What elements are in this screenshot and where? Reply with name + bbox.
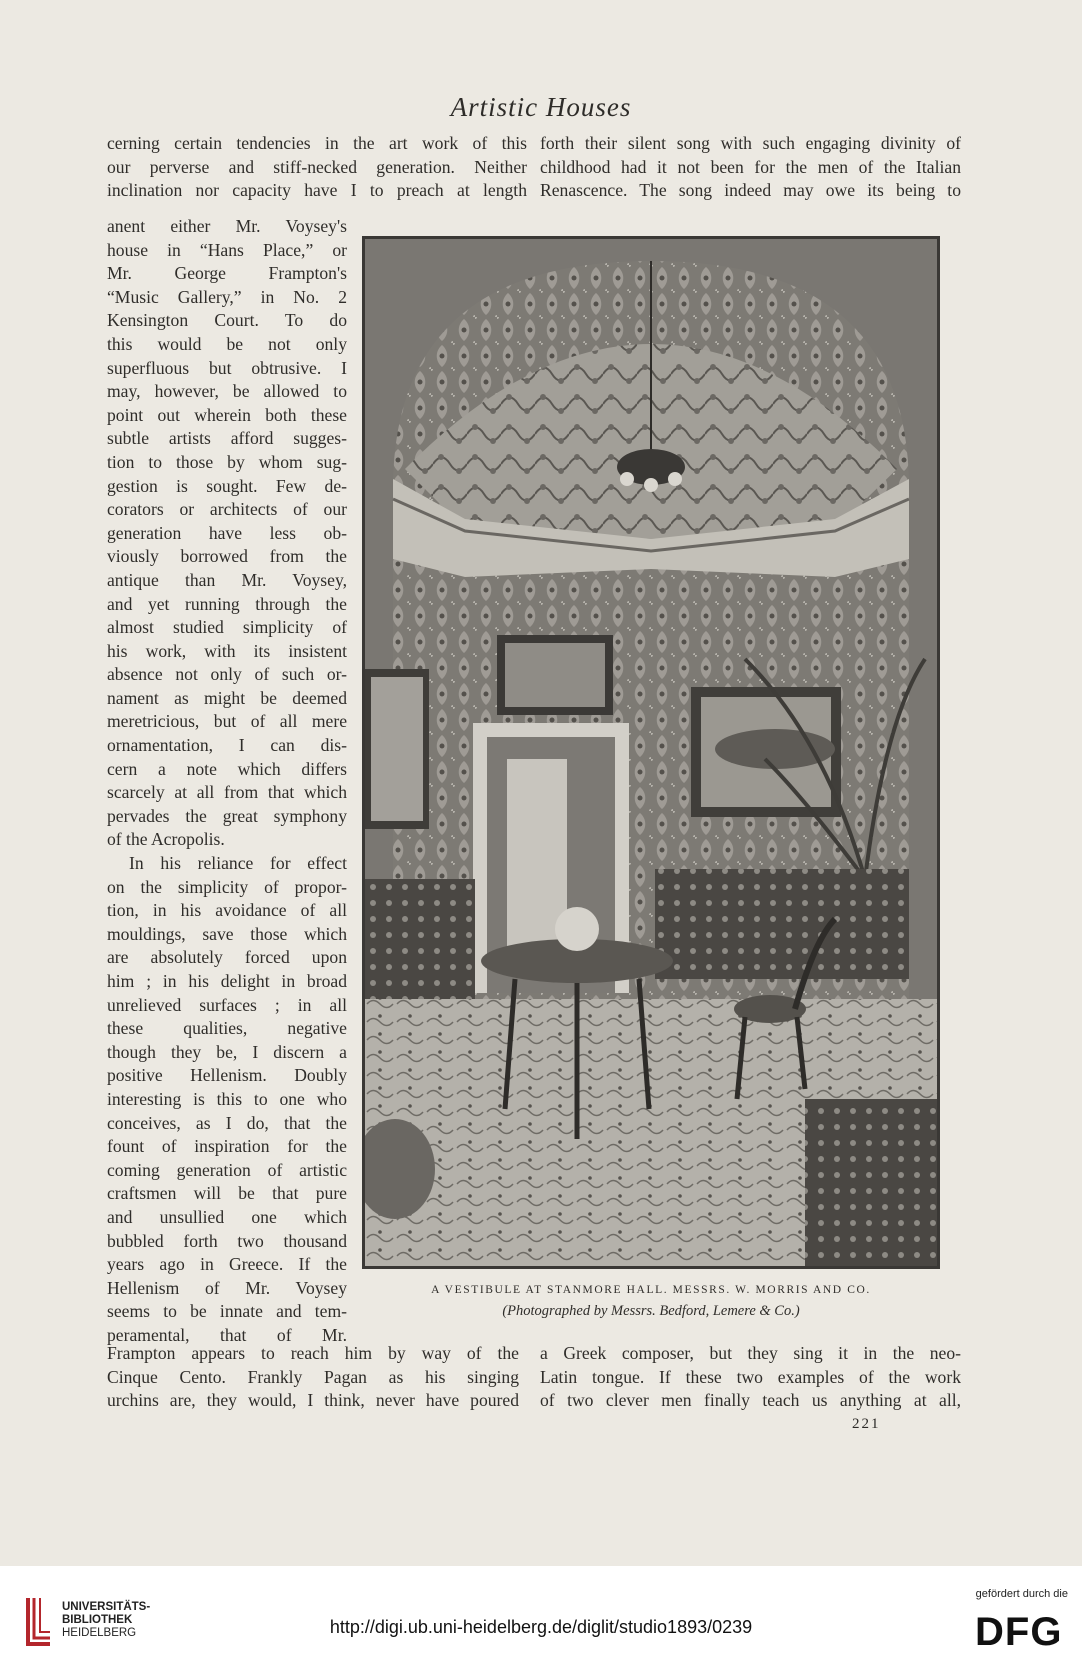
text-line: house in “Hans Place,” or xyxy=(107,239,347,260)
text-line: cerning certain tendencies in the art work of this xyxy=(107,133,527,153)
library-name-line: UNIVERSITÄTS- xyxy=(62,1601,151,1613)
text-line: his work, with its insistent xyxy=(107,640,347,661)
text-line: anent either Mr. Voysey's xyxy=(107,216,347,236)
text-line: Renascence. The song indeed may owe its being to xyxy=(540,180,961,201)
text-line: viously borrowed from the xyxy=(107,546,347,567)
text-line: corators or architects of our xyxy=(107,499,347,520)
text-line: scarcely at all from that which xyxy=(107,782,347,803)
text-line: pervades the great symphony xyxy=(107,805,347,826)
vestibule-illustration xyxy=(365,239,937,1266)
footer-bar xyxy=(0,1566,1082,1659)
text-line: In his reliance for effect xyxy=(129,853,347,874)
text-line: bubbled forth two thousand xyxy=(107,1230,347,1251)
text-column-narrow xyxy=(107,215,347,1348)
text-line: urchins are, they would, I think, never have poured xyxy=(107,1390,519,1411)
text-line: conceives, as I do, that the xyxy=(107,1112,347,1133)
running-head: Artistic Houses xyxy=(450,92,632,122)
text-line: though they be, I discern a xyxy=(107,1041,347,1062)
text-line: interesting is this to one who xyxy=(107,1088,347,1109)
text-line: tion to those by whom sug- xyxy=(107,451,347,472)
text-line: are absolutely forced upon xyxy=(107,947,347,968)
text-line: of two clever men finally teach us anything at all, xyxy=(540,1390,961,1411)
text-line: “Music Gallery,” in No. 2 xyxy=(107,286,347,307)
text-line: fount of inspiration for the xyxy=(107,1136,347,1157)
text-line: nament as might be deemed xyxy=(107,687,347,708)
text-line: Frampton appears to reach him by way of the xyxy=(107,1343,519,1363)
text-line: this would be not only xyxy=(107,333,347,354)
text-line: Kensington Court. To do xyxy=(107,310,347,331)
text-line: may, however, be allowed to xyxy=(107,381,347,402)
funded-by-label: gefördert durch die xyxy=(975,1588,1068,1600)
text-line: almost studied simplicity of xyxy=(107,617,347,638)
text-line: and unsullied one which xyxy=(107,1206,347,1227)
text-line: gestion is sought. Few de- xyxy=(107,475,347,496)
text-line: ornamentation, I can dis- xyxy=(107,735,347,756)
photo-credit: (Photographed by Messrs. Bedford, Lemere & Co.) xyxy=(502,1303,800,1319)
text-line: craftsmen will be that pure xyxy=(107,1183,347,1204)
text-line: Latin tongue. If these two examples of the work xyxy=(540,1366,961,1387)
text-column-bottom-left xyxy=(107,1342,519,1413)
text-line: generation have less ob- xyxy=(107,522,347,543)
text-line: inclination nor capacity have I to preach at length xyxy=(107,180,527,201)
text-line: absence not only of such or- xyxy=(107,664,347,685)
dfg-logo: DFG xyxy=(975,1610,1063,1654)
text-line: Mr. George Frampton's xyxy=(107,263,347,284)
text-line: on the simplicity of propor- xyxy=(107,876,347,897)
source-url-link[interactable]: http://digi.ub.uni-heidelberg.de/diglit/studio1893/0239 xyxy=(329,1617,753,1637)
library-name-line: BIBLIOTHEK xyxy=(62,1614,133,1626)
text-line: superfluous but obtrusive. I xyxy=(107,357,347,378)
text-line: mouldings, save those which xyxy=(107,923,347,944)
text-line: subtle artists afford sugges- xyxy=(107,428,347,449)
text-line: peramental, that of Mr. xyxy=(107,1324,347,1345)
text-line: him ; in his delight in broad xyxy=(107,971,347,991)
text-line: point out wherein both these xyxy=(107,404,347,425)
text-line: these qualities, negative xyxy=(107,1018,347,1039)
text-line: coming generation of artistic xyxy=(107,1159,347,1180)
library-name-line: HEIDELBERG xyxy=(62,1627,137,1639)
page-number: 221 xyxy=(852,1416,881,1432)
text-line: seems to be innate and tem- xyxy=(107,1301,347,1322)
text-column-right-top xyxy=(540,132,961,203)
text-column-bottom-right xyxy=(540,1342,961,1413)
text-line: Cinque Cento. Frankly Pagan as his singing xyxy=(107,1366,519,1387)
text-line: of the Acropolis. xyxy=(107,829,225,850)
text-line: childhood had it not been for the men of the Italian xyxy=(540,156,961,177)
text-line: years ago in Greece. If the xyxy=(107,1254,347,1275)
text-line: a Greek composer, but they sing it in the neo- xyxy=(540,1343,961,1363)
text-line: tion, in his avoidance of all xyxy=(107,900,347,921)
text-line: positive Hellenism. Doubly xyxy=(107,1065,347,1086)
text-line: and yet running through the xyxy=(107,593,347,614)
text-line: meretricious, but of all mere xyxy=(107,711,347,732)
text-column-left-top xyxy=(107,132,527,203)
text-line: our perverse and stiff-necked generation. Neither xyxy=(107,156,527,177)
text-line: forth their silent song with such engaging divinity of xyxy=(540,133,961,153)
photo-caption: A VESTIBULE AT STANMORE HALL. MESSRS. W. MORRIS AND CO. xyxy=(431,1284,871,1296)
text-line: unrelieved surfaces ; in all xyxy=(107,994,347,1015)
vestibule-photograph xyxy=(362,236,940,1269)
text-line: Hellenism of Mr. Voysey xyxy=(107,1277,347,1298)
text-line: cern a note which differs xyxy=(107,758,347,779)
text-line: antique than Mr. Voysey, xyxy=(107,569,347,590)
